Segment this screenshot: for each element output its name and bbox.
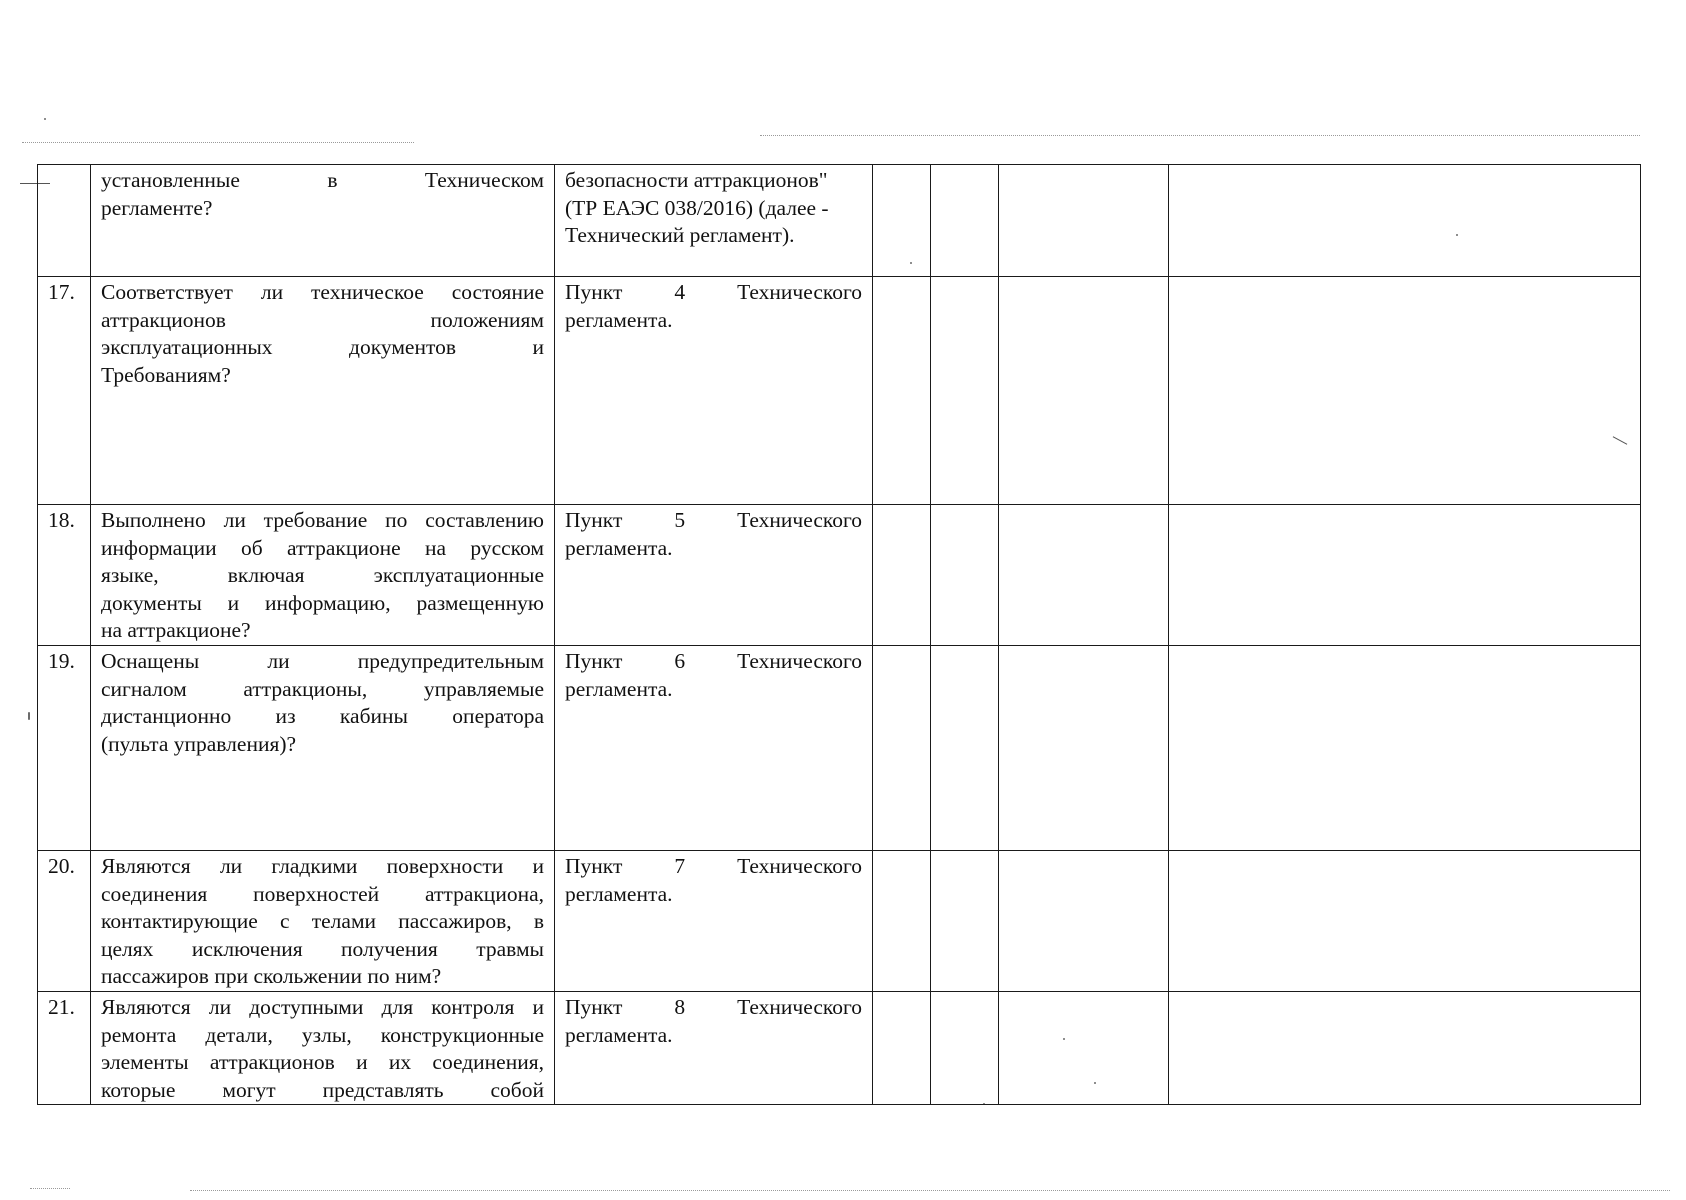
- question-line: Соответствует ли техническое состояние: [101, 280, 544, 304]
- scan-artifact-line: [22, 142, 414, 143]
- table-row-19: [38, 645, 1641, 850]
- answer-no-cell: [931, 991, 999, 1104]
- scan-artifact-line: [190, 1190, 1670, 1191]
- question-line: контактирующие с телами пассажиров, в: [101, 909, 544, 934]
- question-line: которые могут представлять собой: [101, 1077, 544, 1102]
- question-cell: [91, 505, 555, 646]
- answer-yes-cell: [873, 850, 931, 991]
- question-line: целях исключения получения травмы: [101, 936, 544, 961]
- question-line: Выполнено ли требование по составлению: [101, 508, 544, 532]
- answer-yes-cell: [873, 991, 931, 1104]
- answer-no-cell: [931, 645, 999, 850]
- answer-na-cell: [999, 165, 1169, 277]
- question-line: на аттракционе?: [101, 618, 251, 643]
- reference-cell: [555, 850, 873, 991]
- question-line: (пульта управления)?: [101, 731, 297, 756]
- table-row-20: [38, 850, 1641, 991]
- reference-line: Пункт 6 Технического: [565, 648, 862, 673]
- row-number-cell: 17.: [38, 277, 91, 505]
- question-line: информации об аттракционе на русском: [101, 535, 544, 560]
- question-cell: [91, 277, 555, 505]
- reference-line: Пункт 5 Технического: [565, 508, 862, 532]
- reference-line: регламента.: [565, 1022, 673, 1047]
- answer-no-cell: [931, 850, 999, 991]
- reference-line: Технический регламент).: [565, 223, 795, 248]
- scan-speck: [44, 118, 46, 120]
- answer-no-cell: [931, 505, 999, 646]
- question-line: Являются ли доступными для контроля и: [101, 994, 544, 1019]
- question-line: документы и информацию, размещенную: [101, 590, 544, 615]
- reference-line: (ТР ЕАЭС 038/2016) (далее -: [565, 195, 829, 220]
- reference-cell: [555, 505, 873, 646]
- question-cell: [91, 645, 555, 850]
- scan-speck: [28, 712, 30, 720]
- question-cell: [91, 850, 555, 991]
- question-line: установленные в Техническом: [101, 168, 544, 192]
- question-line: регламенте?: [101, 195, 213, 220]
- row-number-cell: 21.: [38, 991, 91, 1104]
- checklist-table: [37, 164, 1641, 1105]
- answer-yes-cell: [873, 505, 931, 646]
- reference-line: регламента.: [565, 535, 673, 560]
- note-cell: [1169, 505, 1641, 646]
- answer-na-cell: [999, 277, 1169, 505]
- table-row-continuation: [38, 165, 1641, 277]
- reference-line: безопасности аттракционов": [565, 168, 828, 192]
- question-cell: [91, 991, 555, 1104]
- scan-artifact-line: [30, 1188, 70, 1189]
- reference-cell: [555, 991, 873, 1104]
- reference-cell: [555, 277, 873, 505]
- table-row-17: [38, 277, 1641, 505]
- question-cell: [91, 165, 555, 277]
- answer-na-cell: [999, 850, 1169, 991]
- question-line: языке, включая эксплуатационные: [101, 563, 544, 588]
- answer-yes-cell: [873, 277, 931, 505]
- question-line: Являются ли гладкими поверхности и: [101, 853, 544, 878]
- answer-no-cell: [931, 165, 999, 277]
- answer-no-cell: [931, 277, 999, 505]
- note-cell: [1169, 850, 1641, 991]
- reference-line: регламента.: [565, 881, 673, 906]
- row-number-cell: 18.: [38, 505, 91, 646]
- question-line: эксплуатационных документов и: [101, 335, 544, 360]
- answer-na-cell: [999, 505, 1169, 646]
- reference-line: регламента.: [565, 307, 673, 332]
- question-line: сигналом аттракционы, управляемые: [101, 676, 544, 701]
- question-line: элементы аттракционов и их соединения,: [101, 1050, 544, 1075]
- reference-cell: [555, 165, 873, 277]
- question-line: Оснащены ли предупредительным: [101, 648, 544, 673]
- row-number-cell: 19.: [38, 645, 91, 850]
- answer-yes-cell: [873, 645, 931, 850]
- note-cell: [1169, 165, 1641, 277]
- note-cell: [1169, 645, 1641, 850]
- question-line: Требованиям?: [101, 362, 231, 387]
- reference-line: Пункт 4 Технического: [565, 280, 862, 304]
- question-line: дистанционно из кабины оператора: [101, 704, 544, 729]
- scan-artifact-line: [760, 135, 1640, 136]
- question-line: аттракционов положениям: [101, 307, 544, 332]
- note-cell: [1169, 277, 1641, 505]
- reference-line: Пункт 8 Технического: [565, 994, 862, 1019]
- question-line: соединения поверхностей аттракциона,: [101, 881, 544, 906]
- reference-cell: [555, 645, 873, 850]
- table-row-21: [38, 991, 1641, 1104]
- question-line: ремонта детали, узлы, конструкционные: [101, 1022, 544, 1047]
- row-number-cell: 20.: [38, 850, 91, 991]
- note-cell: [1169, 991, 1641, 1104]
- reference-line: Пункт 7 Технического: [565, 853, 862, 878]
- row-number-cell: [38, 165, 91, 277]
- answer-na-cell: [999, 645, 1169, 850]
- answer-yes-cell: [873, 165, 931, 277]
- question-line: пассажиров при скольжении по ним?: [101, 964, 442, 989]
- answer-na-cell: [999, 991, 1169, 1104]
- reference-line: регламента.: [565, 676, 673, 701]
- table-row-18: [38, 505, 1641, 646]
